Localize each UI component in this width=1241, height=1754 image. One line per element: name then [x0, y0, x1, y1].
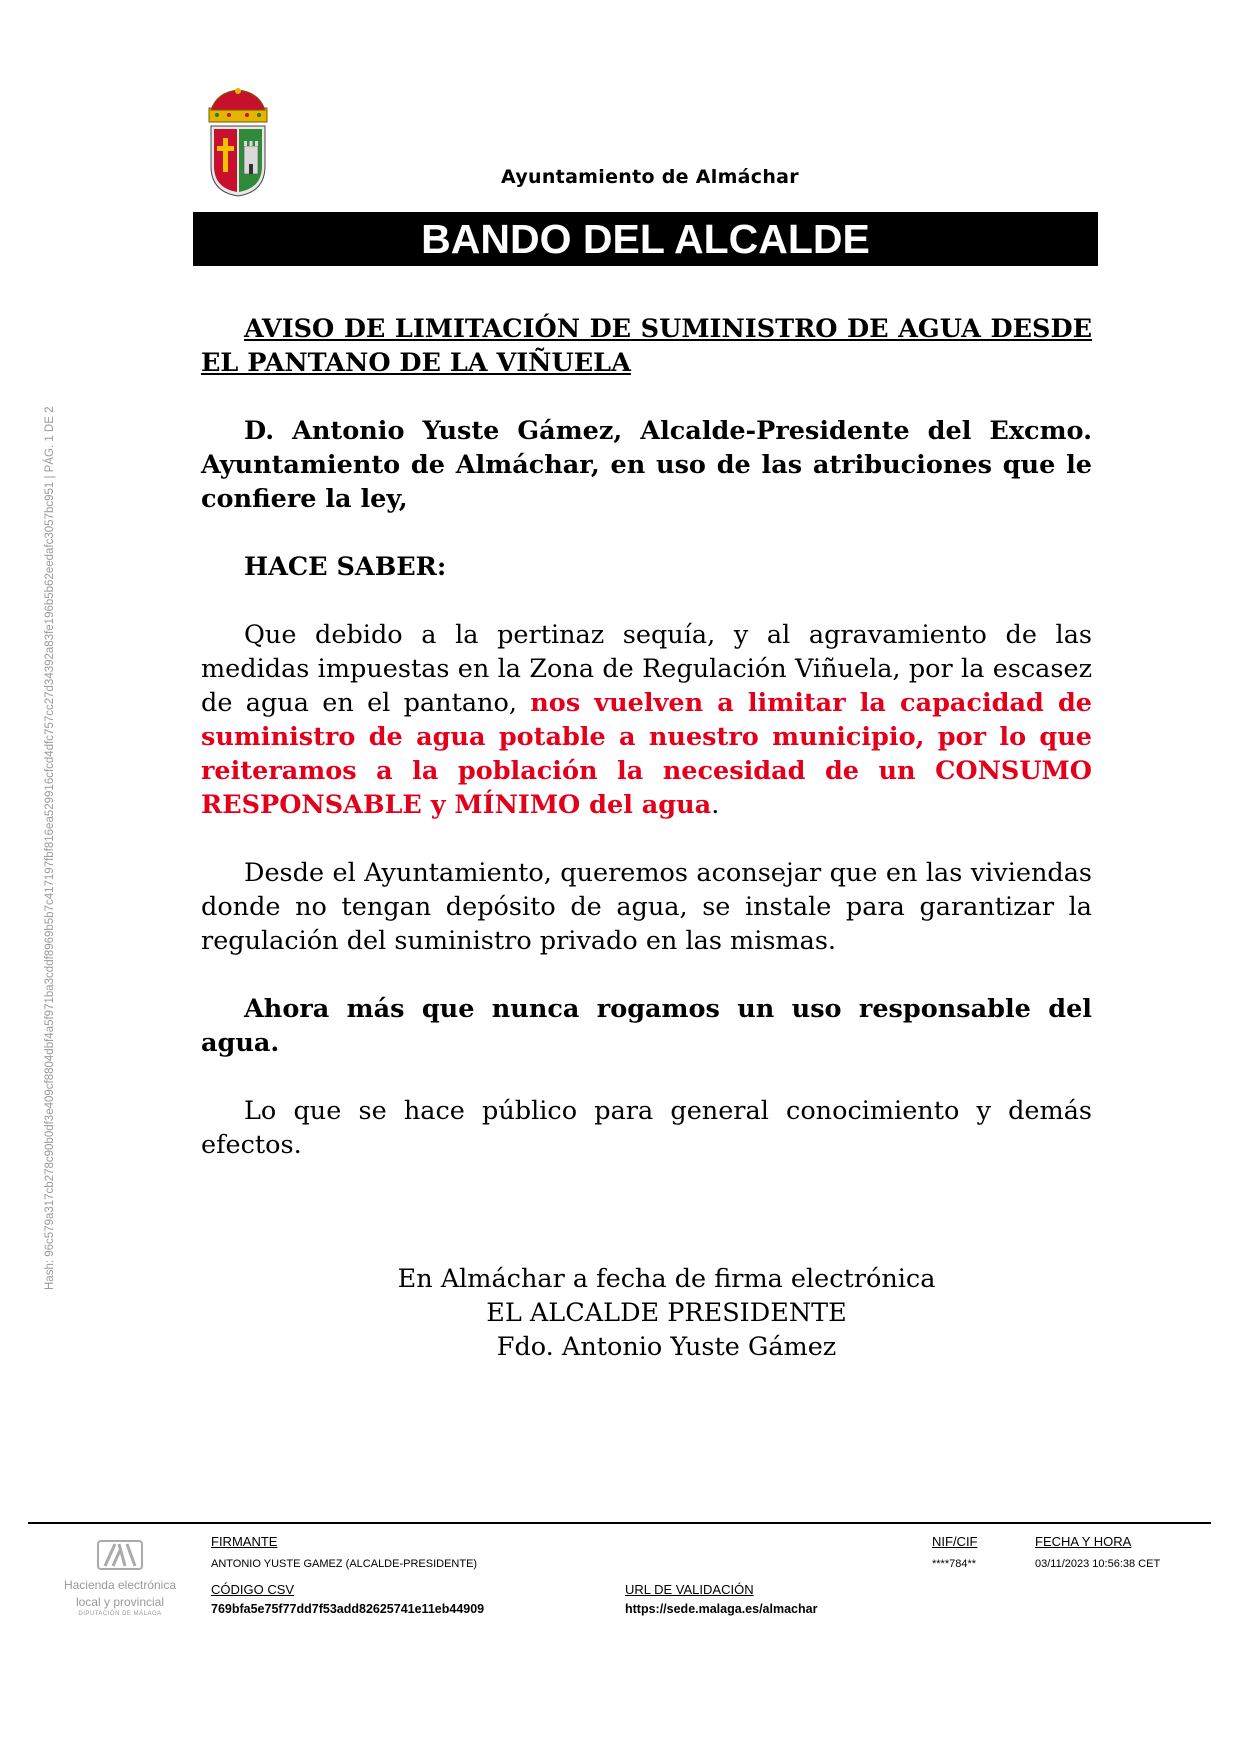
- municipality-name: Ayuntamiento de Almáchar: [501, 166, 799, 188]
- signature-block: [201, 1262, 1092, 1364]
- paragraph-1: [201, 618, 1092, 822]
- signature-title: EL ALCALDE PRESIDENTE: [486, 1298, 847, 1328]
- firmante-label: FIRMANTE: [211, 1534, 278, 1549]
- date-label: FECHA Y HORA: [1035, 1534, 1132, 1549]
- footer-divider: [28, 1522, 1211, 1524]
- hacienda-logo: [55, 1540, 185, 1617]
- nif-label: NIF/CIF: [932, 1534, 978, 1549]
- coat-of-arms-logo: [207, 88, 269, 198]
- csv-label: CÓDIGO CSV: [211, 1582, 295, 1597]
- logo-line-1: Hacienda electrónica: [63, 1578, 177, 1592]
- hacienda-logo-icon: [97, 1540, 143, 1570]
- validation-url-link[interactable]: https://sede.malaga.es/almachar: [625, 1602, 818, 1616]
- url-label: URL DE VALIDACIÓN: [625, 1582, 754, 1597]
- document-body: [201, 312, 1092, 1196]
- paragraph-4: Lo que se hace público para general conocimiento y demás efectos.: [201, 1096, 1092, 1160]
- signature-name: Fdo. Antonio Yuste Gámez: [496, 1332, 837, 1362]
- hace-saber: HACE SABER:: [244, 552, 447, 582]
- csv-value[interactable]: 769bfa5e75f77dd7f53add82625741e11eb44909: [211, 1602, 485, 1616]
- logo-line-2: local y provincial: [75, 1595, 165, 1609]
- intro-paragraph: D. Antonio Yuste Gámez, Alcalde-Presidente del Excmo. Ayuntamiento de Almáchar, en uso de las atribuciones que le confiere la ley,: [201, 416, 1092, 514]
- date-value: 03/11/2023 10:56:38 CET: [1035, 1558, 1161, 1570]
- firmante-value: ANTONIO YUSTE GAMEZ (ALCALDE-PRESIDENTE): [211, 1558, 478, 1570]
- paragraph-3: Ahora más que nunca rogamos un uso responsable del agua.: [201, 994, 1092, 1058]
- nif-value: ****784**: [932, 1558, 977, 1570]
- paragraph-1-text: Que debido a la pertinaz sequía, y al agravamiento de las medidas impuestas en la Zona de Regulación Viñuela, por la escasez de agua en el pantano,: [201, 620, 1092, 718]
- paragraph-2: Desde el Ayuntamiento, queremos aconsejar que en las viviendas donde no tengan depósito de agua, se instale para garantizar la regulación del suministro privado en las mismas.: [201, 858, 1092, 956]
- highlighted-warning: nos vuelven a limitar la capacidad de suministro de agua potable a nuestro municipio, por lo que reiteramos a la población la necesidad de un CONSUMO RESPONSABLE y MÍNIMO del agua: [201, 688, 1092, 820]
- side-hash-text: Hash: 96c579a317cb278c90b0df3e409cf8804dbf4a5f971ba3cddf8969b5b7c417197fbf816ea529916cfcd4dfc757cc27d34392a83fe196b5b62eedafc3057bc951 | PÁG. 1 DE 2: [44, 406, 56, 1290]
- notice-heading: AVISO DE LIMITACIÓN DE SUMINISTRO DE AGUA DESDE EL PANTANO DE LA VIÑUELA: [201, 314, 1092, 378]
- signature-date-line: En Almáchar a fecha de firma electrónica: [397, 1264, 936, 1294]
- logo-line-3: DIPUTACIÓN DE MÁLAGA: [78, 1611, 162, 1617]
- paragraph-1-end: .: [711, 790, 720, 820]
- banner-title: BANDO DEL ALCALDE: [193, 212, 1098, 266]
